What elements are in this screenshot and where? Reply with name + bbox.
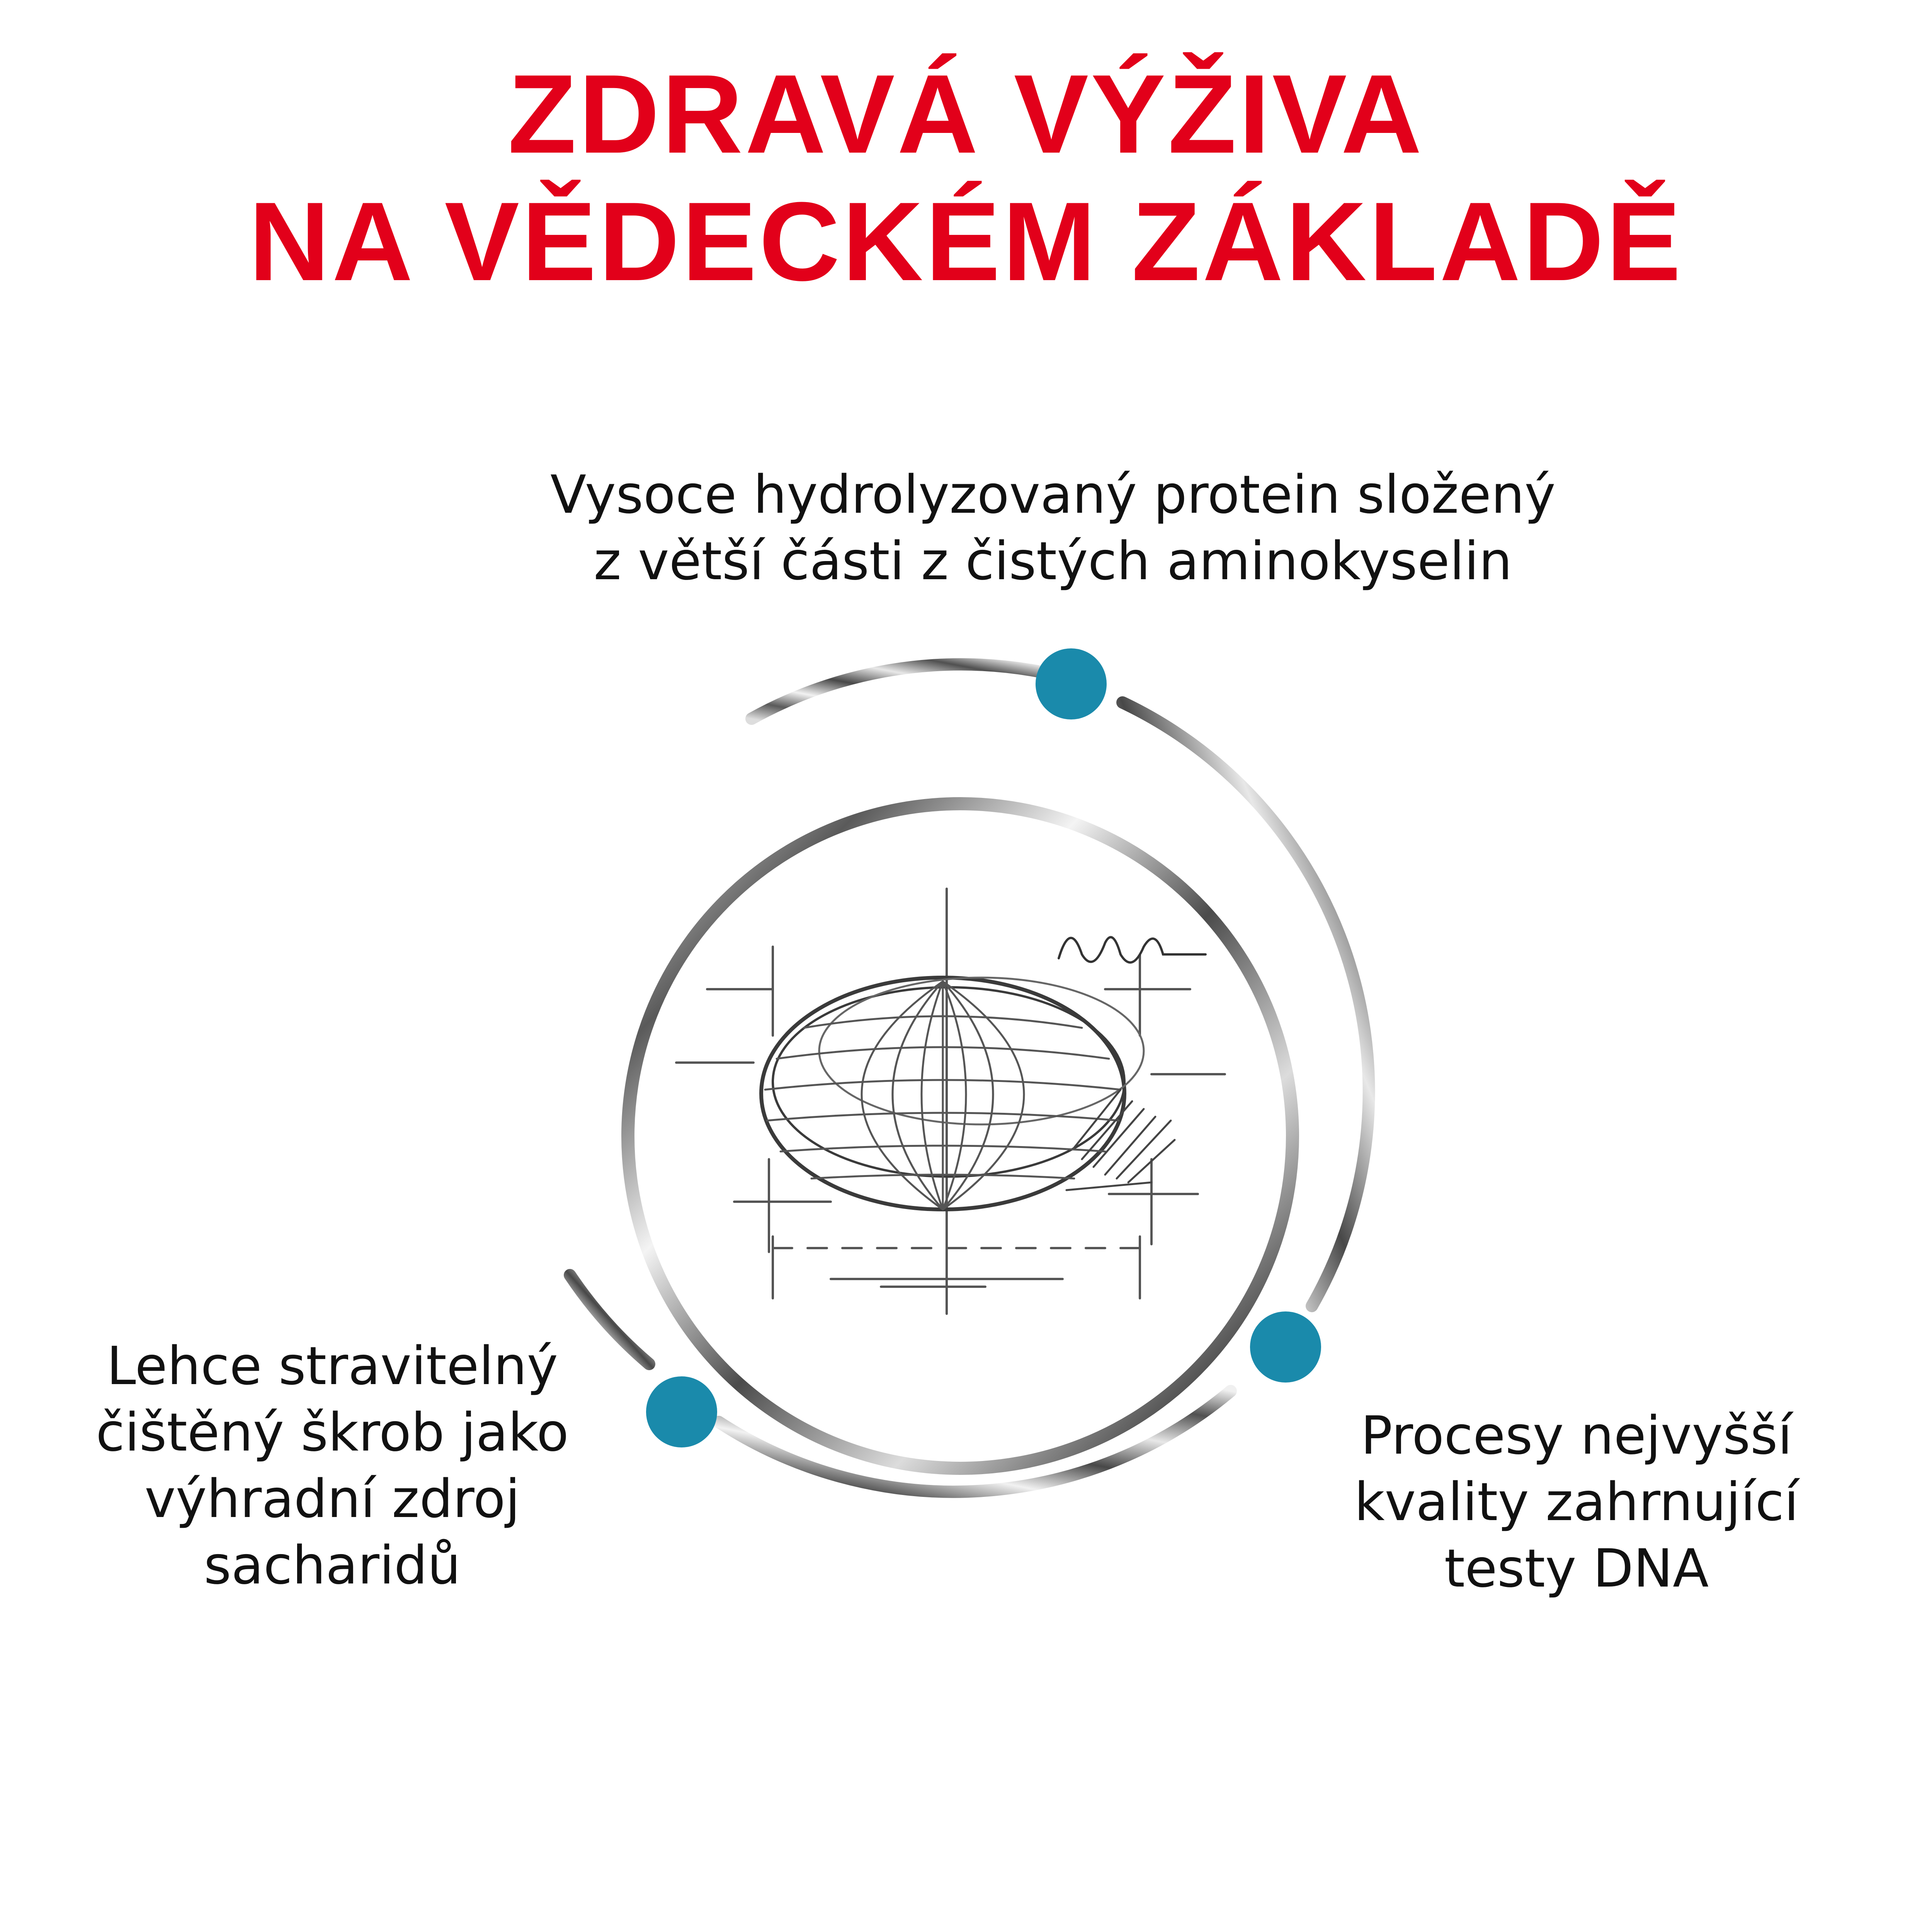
feature-text-line: Lehce stravitelný bbox=[106, 1336, 558, 1397]
feature-text-line: výhradní zdroj bbox=[145, 1469, 520, 1530]
feature-text-starch bbox=[58, 1333, 607, 1599]
blue-dot-icon bbox=[1250, 1311, 1321, 1383]
feature-text-line: Vysoce hydrolyzovaný protein složený bbox=[550, 464, 1556, 526]
blue-dot-icon bbox=[1036, 648, 1107, 719]
outer-ring-arc-top bbox=[752, 664, 1039, 719]
blue-dot-icon bbox=[646, 1376, 717, 1447]
kibble-sketch-icon bbox=[676, 889, 1225, 1314]
feature-text-line: Procesy nejvyšší bbox=[1361, 1405, 1793, 1466]
inner-ring bbox=[628, 804, 1293, 1468]
feature-text-line: sacharidů bbox=[204, 1535, 461, 1596]
feature-text-line: z větší části z čistých aminokyselin bbox=[594, 531, 1512, 592]
feature-text-line: testy DNA bbox=[1444, 1538, 1709, 1599]
outer-ring-arc-right bbox=[1122, 702, 1369, 1306]
feature-text-line: čištěný škrob jako bbox=[96, 1402, 569, 1463]
page-title-line-1: ZDRAVÁ VÝŽIVA bbox=[508, 51, 1424, 177]
feature-text-line: kvality zahrnující bbox=[1354, 1472, 1799, 1533]
feature-text-protein bbox=[464, 462, 1642, 595]
feature-text-quality bbox=[1294, 1403, 1859, 1602]
page-title-line-2: NA VĚDECKÉM ZÁKLADĚ bbox=[248, 179, 1684, 304]
